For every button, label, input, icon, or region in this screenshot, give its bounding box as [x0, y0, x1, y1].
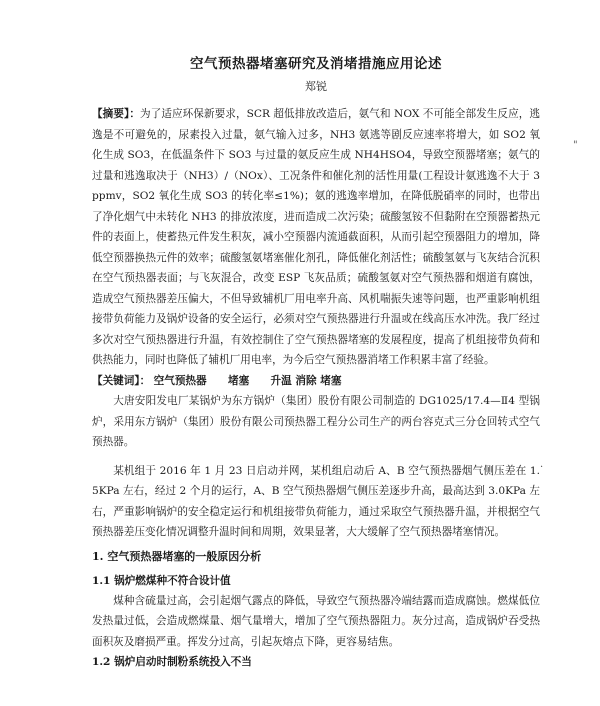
section-1-heading: 1. 空气预热器堵塞的一般原因分析: [92, 549, 262, 563]
abstract-text: 为了适应环保新要求，SCR 超低排放改造后，氨气和 NOX 不可能全部发生反应，逃逸是不可避免的，尿素投入过量，氨气输入过多，NH3 氨逃等剧反应速率将增大，如 SO2 氧化生成 SO3，在低温条件下 SO3 与过量的氨反应生成 NH4HSO4，导致空预器堵塞；氨气的过量和逃逸取决于（NH3）/（NOx）、工况条件和催化剂的活性用量(工程设计氨逃逸不大于 3ppmv，SO2 氧化生成 SO3 的转化率≤1%)；氨的逃逸率增加，在降低脱硝率的同时，也带出了净化烟气中未转化 NH3 的排放浓度，进而造成二次污染；硫酸氢铵不但黏附在空预器蓄热元件的表面上，使蓄热元件发生积灰，减小空预器内流通截面积，从而引起空预器阻力的增加，降低空预器换热元件的效率；硫酸氢氨堵塞催化剂孔，降低催化剂活性；硫酸氢氨与飞灰结合沉积在空气预热器表面；与飞灰混合，改变 ESP 飞灰品质；硫酸氢氨对空气预热器和烟道有腐蚀，造成空气预热器差压偏大，不但导致辅机厂用电率升高、风机喘振失速等问题，也严重影响机组接带负荷能力及锅炉设备的安全运行，必须对空气预热器进行升温或在线高压水冲洗。我厂经过多次对空气预热器进行升温，有效控制住了空气预热器堵塞的发展程度，提高了机组接带负荷和供热能力，同时也降低了辅机厂用电率，为今后空气预热器消堵工作积累丰富了经验。: [92, 108, 540, 366]
abstract: [92, 104, 540, 371]
keyword-item: 空气预热器: [153, 374, 207, 387]
keyword-item: 堵塞: [227, 374, 250, 387]
paragraph-gap: [92, 453, 540, 461]
margin-dot-mark: ·: [540, 462, 544, 473]
section-1-2-heading: 1.2 锅炉启动时制粉系统投入不当: [92, 656, 252, 668]
keywords: [92, 371, 540, 392]
margin-quote-mark: ": [573, 140, 578, 151]
intro-paragraph-2: 某机组于 2016 年 1 月 23 日启动并网，某机组启动后 A、B 空气预热器烟气侧压差在 1.5KPa 左右，经过 2 个月的运行，A、B 空气预热器烟气侧压差逐步升高，最高达到 3.0KPa 左右，严重影响锅炉的安全稳定运行和机组接带负荷能力，通过采取空气预热器升温，并根据空气预热器差压变化情况调整升温时间和周期，效果显著，大大缓解了空气预热器堵塞情况。: [92, 464, 540, 538]
paper-author: 郑锐: [305, 80, 327, 93]
keyword-item: 升温 消除 堵塞: [270, 374, 342, 387]
section-1-1-text: 煤种含硫量过高，会引起烟气露点的降低，导致空气预热器冷端结露而造成腐蚀。燃煤低位发热量过低，会造成燃煤量、烟气量增大，增加了空气预热器阻力。灰分过高，造成锅炉吞受热面积灰及磨损严重。挥发分过高，引起灰熔点下降，更容易结焦。: [92, 594, 540, 648]
abstract-label: 【摘要】：: [92, 108, 140, 120]
paper-title: 空气预热器堵塞研究及消堵措施应用论述: [190, 56, 442, 72]
section-1-1-heading: 1.1 锅炉燃煤种不符合设计值: [92, 574, 231, 587]
keywords-label: 【关键词】：: [92, 374, 151, 387]
intro-paragraph-1: 大唐安阳发电厂某锅炉为东方锅炉（集团）股份有限公司制造的 DG1025/17.4—Ⅱ4 型锅炉，采用东方锅炉（集团）股份有限公司预热器工程分公司生产的两台容克式三分仓回转式空气预热器。: [92, 395, 540, 448]
